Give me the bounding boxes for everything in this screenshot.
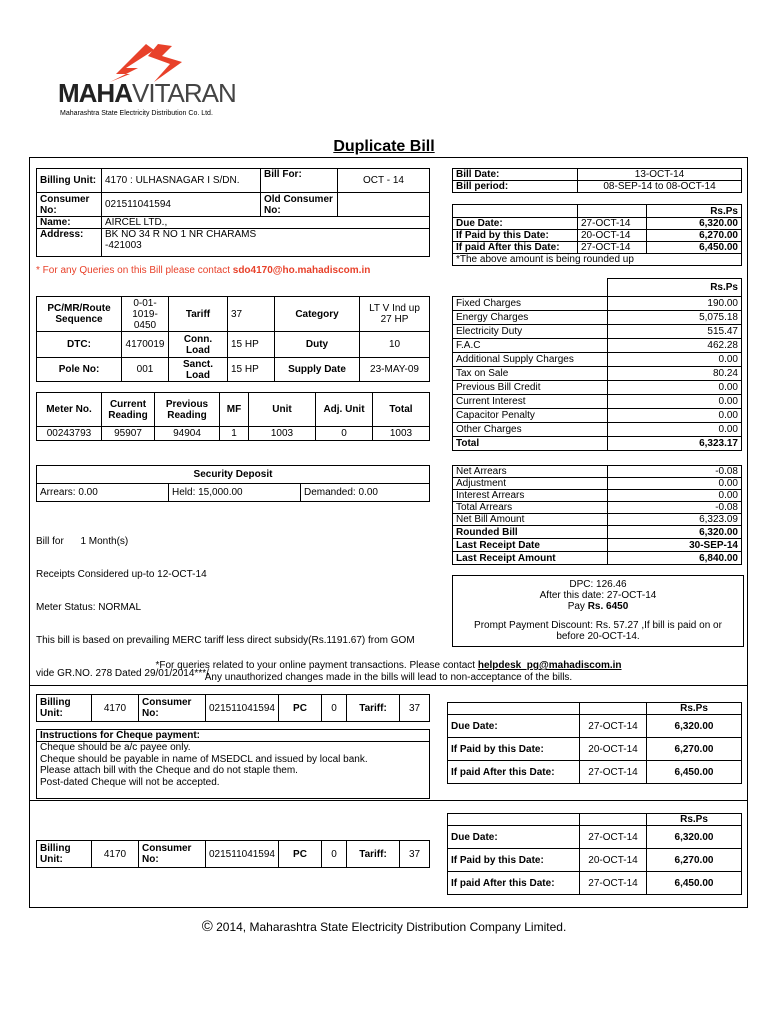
reading-value: 1003 xyxy=(249,427,316,441)
online-payment-note xyxy=(29,660,748,684)
arrears-label: Net Arrears xyxy=(453,466,608,478)
dtc-label: DTC: xyxy=(37,332,122,358)
arrears-value: 0.00 xyxy=(608,478,742,490)
charge-value: 80.24 xyxy=(607,367,742,381)
security-deposit-table xyxy=(36,465,430,502)
tariff-label: Tariff xyxy=(169,297,228,332)
bill-for-label: Bill For: xyxy=(261,169,338,193)
copyright-symbol: © xyxy=(201,918,213,935)
dpc-box xyxy=(452,575,744,647)
reading-value: 1003 xyxy=(373,427,430,441)
arrears-table xyxy=(452,465,742,565)
old-consumer-label: Old Consumer No: xyxy=(261,193,338,217)
online-note-text: *For queries related to your online payment transactions. Please contact xyxy=(155,660,478,671)
reading-value: 0 xyxy=(316,427,373,441)
page-title: Duplicate Bill xyxy=(333,138,435,155)
category-label: Category xyxy=(275,297,360,332)
charge-value: 190.00 xyxy=(607,297,742,311)
pay-amount: Rs. 6450 xyxy=(587,601,629,612)
slip-consumer-value: 021511041594 xyxy=(206,841,279,868)
slip-due-date: 27-OCT-14 xyxy=(580,715,647,738)
slip-due-label: If Paid by this Date: xyxy=(448,738,580,761)
slip-due-table-1 xyxy=(447,702,742,784)
slip-due-amount: 6,320.00 xyxy=(647,826,742,849)
last-receipt-date-value: 30-SEP-14 xyxy=(608,539,742,552)
due-row-label: Due Date: xyxy=(453,218,578,230)
address-label: Address: xyxy=(37,229,102,257)
charge-label: Tax on Sale xyxy=(453,367,608,381)
prompt-discount-line2: before 20-OCT-14. xyxy=(556,631,640,642)
slip-pc-value: 0 xyxy=(322,841,347,868)
slip-consumer-label: Consumer No: xyxy=(139,841,206,868)
slip-consumer-value: 021511041594 xyxy=(206,695,279,722)
reading-value: 1 xyxy=(220,427,249,441)
query-note-text: * For any Queries on this Bill please contact xyxy=(36,265,233,276)
slip-due-date: 27-OCT-14 xyxy=(580,761,647,784)
cheque-title: Instructions for Cheque payment: xyxy=(37,730,430,742)
slip-due-date: 20-OCT-14 xyxy=(580,738,647,761)
charge-value: 0.00 xyxy=(607,381,742,395)
slip-due-amount: 6,450.00 xyxy=(647,872,742,895)
due-header: Rs.Ps xyxy=(647,205,742,218)
charges-header: Rs.Ps xyxy=(607,279,742,297)
billing-unit-value: 4170 : ULHASNAGAR I S/DN. xyxy=(102,169,261,193)
bill-period-label: Bill period: xyxy=(453,181,578,193)
charge-value: 515.47 xyxy=(607,325,742,339)
reading-value: 00243793 xyxy=(37,427,102,441)
address-line2: -421003 xyxy=(105,240,142,251)
security-title: Security Deposit xyxy=(37,466,430,484)
due-row-amount: 6,320.00 xyxy=(647,218,742,230)
charge-label: Current Interest xyxy=(453,395,608,409)
pay-label: Pay xyxy=(567,601,588,612)
slip-tariff-value: 37 xyxy=(400,841,430,868)
route-label: PC/MR/Route Sequence xyxy=(37,297,122,332)
supply-date-label: Supply Date xyxy=(275,358,360,382)
reading-header: Adj. Unit xyxy=(316,393,373,427)
slip-due-label: If paid After this Date: xyxy=(448,872,580,895)
dpc-after-date: After this date: 27-OCT-14 xyxy=(539,590,657,601)
reading-header: Unit xyxy=(249,393,316,427)
slip-due-date: 27-OCT-14 xyxy=(580,872,647,895)
arrears-label: Net Bill Amount xyxy=(453,514,608,526)
query-email-link[interactable]: sdo4170@ho.mahadiscom.in xyxy=(232,265,371,276)
arrears-value: -0.08 xyxy=(608,466,742,478)
slip-billing-unit-label: Billing Unit: xyxy=(37,841,92,868)
note-line: Receipts Considered up-to 12-OCT-14 xyxy=(36,569,207,580)
meter-info-table xyxy=(36,296,430,382)
footer-text: 2014, Maharashtra State Electricity Distribution Company Limited. xyxy=(212,920,567,934)
arrears-label: Interest Arrears xyxy=(453,490,608,502)
slip-tariff-label: Tariff: xyxy=(347,841,400,868)
rounded-bill-label: Rounded Bill xyxy=(453,526,608,539)
charges-total-label: Total xyxy=(453,437,608,451)
rounding-note: *The above amount is being rounded up xyxy=(453,254,742,266)
slip-tariff-label: Tariff: xyxy=(347,695,400,722)
slip-pc-label: PC xyxy=(279,841,322,868)
charge-value: 0.00 xyxy=(607,353,742,367)
charge-label: Other Charges xyxy=(453,423,608,437)
tariff-value: 37 xyxy=(228,297,275,332)
reading-table xyxy=(36,392,430,441)
reading-header: Previous Reading xyxy=(155,393,220,427)
due-row-amount: 6,450.00 xyxy=(647,242,742,254)
bill-date-value: 13-OCT-14 xyxy=(578,169,742,181)
name-label: Name: xyxy=(37,217,102,229)
charges-total-value: 6,323.17 xyxy=(607,437,742,451)
charge-value: 0.00 xyxy=(607,409,742,423)
note-line: Bill for 1 Month(s) xyxy=(36,536,129,547)
last-receipt-amount-value: 6,840.00 xyxy=(608,552,742,565)
sanct-load-label: Sanct. Load xyxy=(169,358,228,382)
note-line: Meter Status: NORMAL xyxy=(36,602,142,613)
slip-due-date: 20-OCT-14 xyxy=(580,849,647,872)
route-value: 0-01-1019-0450 xyxy=(122,297,169,332)
footer-copyright xyxy=(0,918,768,935)
slip-billing-unit-value: 4170 xyxy=(92,695,139,722)
consumer-table xyxy=(36,168,430,257)
section-divider xyxy=(29,800,748,801)
charges-table xyxy=(452,278,742,451)
reading-value: 94904 xyxy=(155,427,220,441)
slip-due-header: Rs.Ps xyxy=(647,814,742,826)
charge-label: Additional Supply Charges xyxy=(453,353,608,367)
security-demanded: Demanded: 0.00 xyxy=(301,484,430,502)
dpc-pay xyxy=(453,601,743,612)
sanct-load-value: 15 HP xyxy=(228,358,275,382)
due-row-date: 20-OCT-14 xyxy=(578,230,647,242)
logo xyxy=(58,40,248,120)
slip-due-header: Rs.Ps xyxy=(647,703,742,715)
payment-slip-1 xyxy=(36,694,430,722)
slip-due-label: Due Date: xyxy=(448,826,580,849)
reading-header: Total xyxy=(373,393,430,427)
slip-billing-unit-value: 4170 xyxy=(92,841,139,868)
consumer-no-value: 021511041594 xyxy=(102,193,261,217)
pole-value: 001 xyxy=(122,358,169,382)
duty-value: 10 xyxy=(360,332,430,358)
due-row-label: If Paid by this Date: xyxy=(453,230,578,242)
old-consumer-value xyxy=(338,193,430,217)
last-receipt-date-label: Last Receipt Date xyxy=(453,539,608,552)
slip-due-table-2 xyxy=(447,813,742,895)
charge-label: Previous Bill Credit xyxy=(453,381,608,395)
cheque-line: Please attach bill with the Cheque and do not staple them. xyxy=(40,765,298,776)
last-receipt-amount-label: Last Receipt Amount xyxy=(453,552,608,565)
conn-load-value: 15 HP xyxy=(228,332,275,358)
arrears-value: 0.00 xyxy=(608,490,742,502)
slip-due-amount: 6,320.00 xyxy=(647,715,742,738)
logo-brand-light: VITARAN xyxy=(132,78,236,108)
slip-due-date: 27-OCT-14 xyxy=(580,826,647,849)
security-held: Held: 15,000.00 xyxy=(169,484,301,502)
due-row-date: 27-OCT-14 xyxy=(578,242,647,254)
bill-date-label: Bill Date: xyxy=(453,169,578,181)
slip-due-label: If paid After this Date: xyxy=(448,761,580,784)
charge-value: 0.00 xyxy=(607,395,742,409)
charge-label: Capacitor Penalty xyxy=(453,409,608,423)
cheque-instructions xyxy=(36,729,430,799)
arrears-value: 6,323.09 xyxy=(608,514,742,526)
category-value: LT V Ind up 27 HP xyxy=(360,297,430,332)
address-line1: BK NO 34 R NO 1 NR CHARAMS xyxy=(105,229,257,240)
slip-pc-value: 0 xyxy=(322,695,347,722)
dpc-line: DPC: 126.46 xyxy=(569,579,627,590)
slip-due-label: If Paid by this Date: xyxy=(448,849,580,872)
bill-for-value: OCT - 14 xyxy=(338,169,430,193)
charge-label: Electricity Duty xyxy=(453,325,608,339)
due-row-date: 27-OCT-14 xyxy=(578,218,647,230)
duty-label: Duty xyxy=(275,332,360,358)
slip-tariff-value: 37 xyxy=(400,695,430,722)
unauthorized-note: Any unauthorized changes made in the bills will lead to non-acceptance of the bills. xyxy=(204,672,573,683)
arrears-value: -0.08 xyxy=(608,502,742,514)
slip-due-amount: 6,270.00 xyxy=(647,738,742,761)
due-table xyxy=(452,204,742,266)
charge-value: 462.28 xyxy=(607,339,742,353)
charge-value: 0.00 xyxy=(607,423,742,437)
rounded-bill-value: 6,320.00 xyxy=(608,526,742,539)
section-divider xyxy=(29,685,748,686)
logo-tagline: Maharashtra State Electricity Distribution Co. Ltd. xyxy=(60,110,213,117)
supply-date-value: 23-MAY-09 xyxy=(360,358,430,382)
due-row-amount: 6,270.00 xyxy=(647,230,742,242)
note-line: This bill is based on prevailing MERC tariff less direct subsidy(Rs.1191.67) from GOM xyxy=(36,635,415,646)
pole-label: Pole No: xyxy=(37,358,122,382)
reading-header: Current Reading xyxy=(102,393,155,427)
bill-period-value: 08-SEP-14 to 08-OCT-14 xyxy=(578,181,742,193)
arrears-label: Adjustment xyxy=(453,478,608,490)
conn-load-label: Conn. Load xyxy=(169,332,228,358)
query-note xyxy=(36,265,370,276)
dtc-value: 4170019 xyxy=(122,332,169,358)
helpdesk-email-link[interactable]: helpdesk_pg@mahadiscom.in xyxy=(477,660,622,671)
prompt-discount-line1: Prompt Payment Discount: Rs. 57.27 ,If bill is paid on or xyxy=(474,620,722,631)
bill-dates-table xyxy=(452,168,742,193)
arrears-label: Total Arrears xyxy=(453,502,608,514)
slip-pc-label: PC xyxy=(279,695,322,722)
slip-due-amount: 6,450.00 xyxy=(647,761,742,784)
reading-header: Meter No. xyxy=(37,393,102,427)
note-line: vide GR.NO. 278 Dated 29/01/2014***/ xyxy=(36,668,209,679)
cheque-line: Cheque should be a/c payee only. xyxy=(40,742,191,753)
reading-value: 95907 xyxy=(102,427,155,441)
billing-unit-label: Billing Unit: xyxy=(37,169,102,193)
security-arrears: Arrears: 0.00 xyxy=(37,484,169,502)
name-value: AIRCEL LTD., xyxy=(102,217,430,229)
slip-consumer-label: Consumer No: xyxy=(139,695,206,722)
charge-value: 5,075.18 xyxy=(607,311,742,325)
charge-label: F.A.C xyxy=(453,339,608,353)
slip-due-label: Due Date: xyxy=(448,715,580,738)
due-row-label: If paid After this Date: xyxy=(453,242,578,254)
charge-label: Energy Charges xyxy=(453,311,608,325)
reading-header: MF xyxy=(220,393,249,427)
slip-due-amount: 6,270.00 xyxy=(647,849,742,872)
logo-brand-bold: MAHA xyxy=(58,78,132,108)
cheque-line: Post-dated Cheque will not be accepted. xyxy=(40,776,220,788)
cheque-line: Cheque should be payable in name of MSEDCL and issued by local bank. xyxy=(40,753,368,765)
slip-billing-unit-label: Billing Unit: xyxy=(37,695,92,722)
charge-label: Fixed Charges xyxy=(453,297,608,311)
consumer-no-label: Consumer No: xyxy=(37,193,102,217)
payment-slip-2 xyxy=(36,840,430,868)
